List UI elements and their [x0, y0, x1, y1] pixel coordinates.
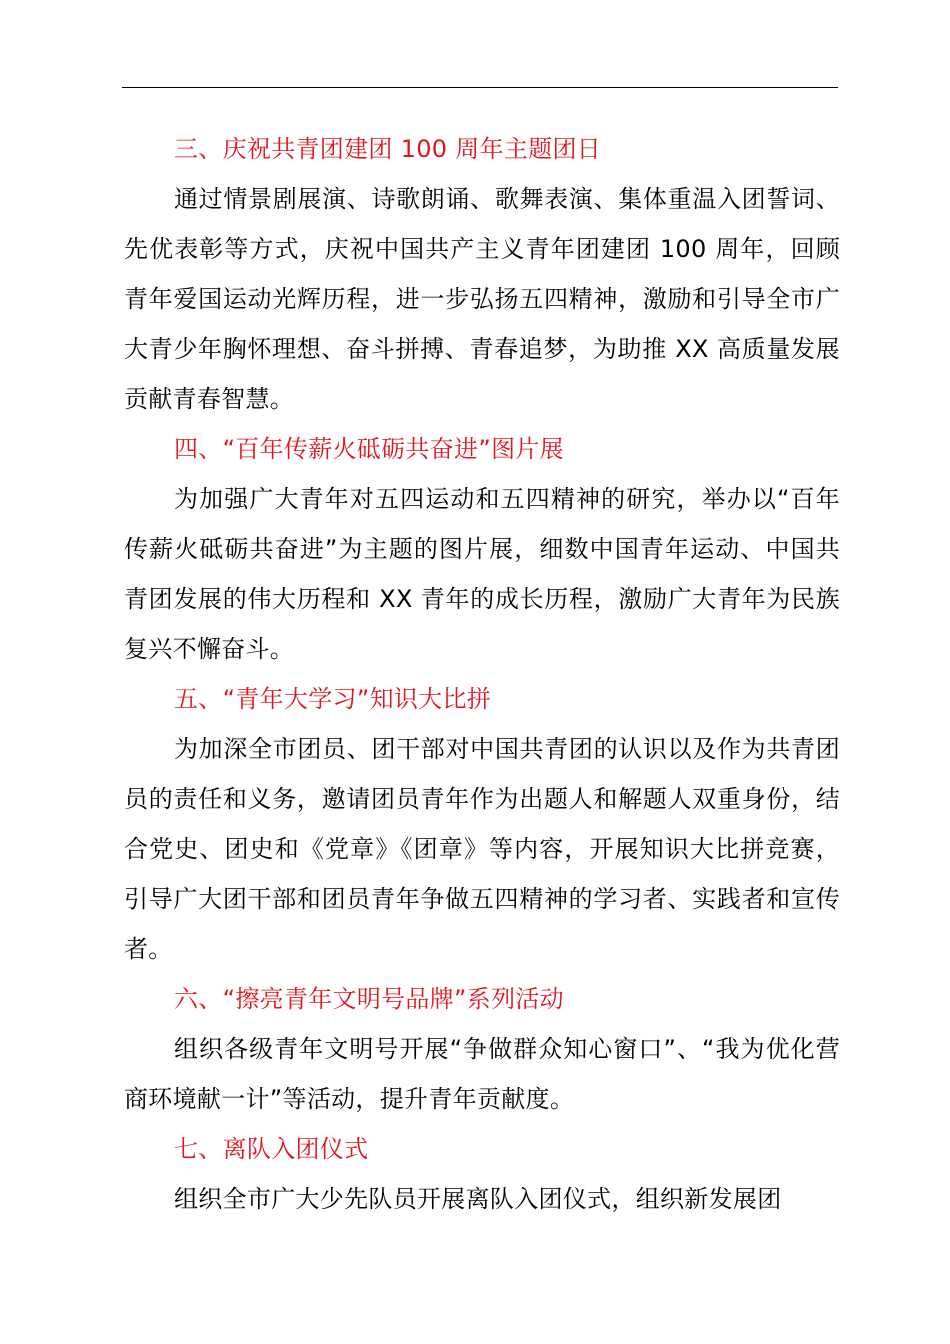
section-4 — [124, 424, 840, 674]
section-paragraph: 为加深全市团员、团干部对中国共青团的认识以及作为共青团员的责任和义务，邀请团员青年作为出题人和解题人双重身份，结合党史、团史和《党章》《团章》等内容，开展知识大比拼竞赛，引导广大团干部和团员青年争做五四精神的学习者、实践者和宣传者。 — [124, 735, 840, 963]
document-body — [124, 124, 840, 1224]
section-paragraph: 组织全市广大少先队员开展离队入团仪式，组织新发展团 — [174, 1185, 782, 1213]
section-heading: 六、“擦亮青年文明号品牌”系列活动 — [174, 985, 564, 1013]
section-3 — [124, 124, 840, 424]
header-rule — [122, 87, 838, 88]
section-paragraph: 为加强广大青年对五四运动和五四精神的研究，举办以“百年传薪火砥砺共奋进”为主题的图片展，细数中国青年运动、中国共青团发展的伟大历程和 XX 青年的成长历程，激励广大青年为民族复兴不懈奋斗。 — [124, 485, 840, 663]
section-heading: 三、庆祝共青团建团 100 周年主题团日 — [174, 135, 602, 163]
section-6 — [124, 974, 840, 1124]
section-paragraph: 通过情景剧展演、诗歌朗诵、歌舞表演、集体重温入团誓词、先优表彰等方式，庆祝中国共产主义青年团建团 100 周年，回顾青年爱国运动光辉历程，进一步弘扬五四精神，激励和引导全市广大青少年胸怀理想、奋斗拼搏、青春追梦，为助推 XX 高质量发展贡献青春智慧。 — [124, 185, 840, 413]
section-heading: 四、“百年传薪火砥砺共奋进”图片展 — [174, 435, 564, 463]
section-heading: 七、离队入团仪式 — [174, 1135, 369, 1163]
section-7 — [124, 1124, 840, 1224]
section-5 — [124, 674, 840, 974]
section-paragraph: 组织各级青年文明号开展“争做群众知心窗口”、“我为优化营商环境献一计”等活动，提升青年贡献度。 — [124, 1035, 840, 1113]
section-heading: 五、“青年大学习”知识大比拼 — [174, 685, 492, 713]
